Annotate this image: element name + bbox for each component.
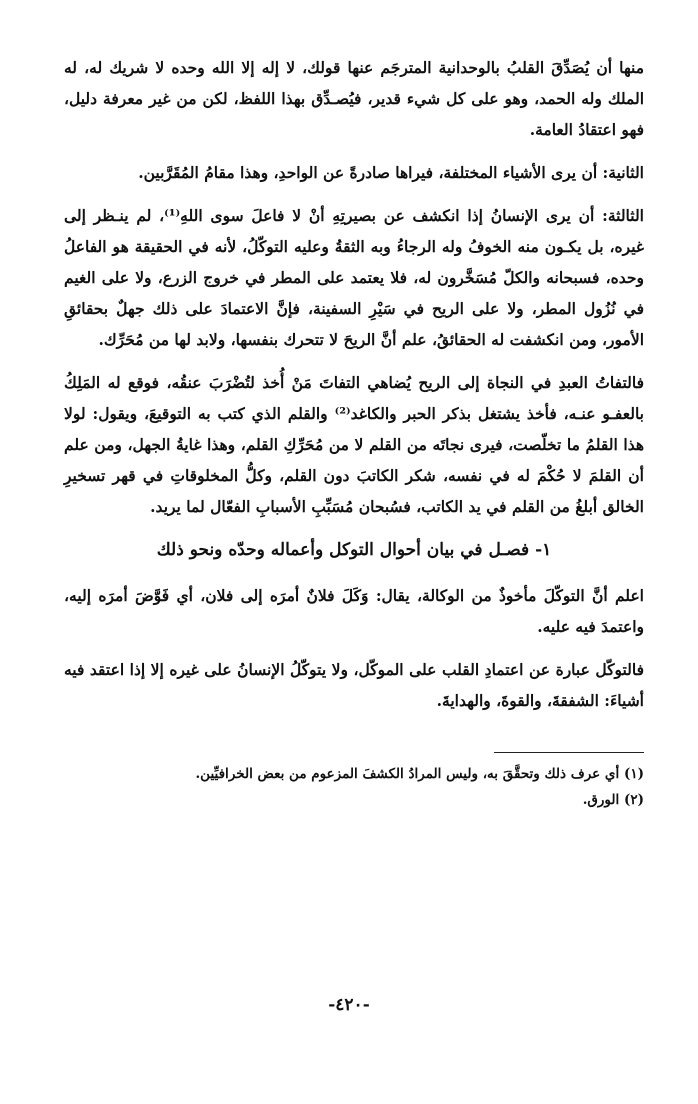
paragraph-4: فالتفاتُ العبدِ في النجاة إلى الريح يُضاهي التفاتَ مَنْ أُخذ لتُضْرَبَ عنقُه، فوقع له المَلِكُ بالعفـو عنـه، فأخذ يشتغل بذكر الحبر والكاغد⁽²⁾ والقلم الذي كتب به التوقيعَ، ويقول: لولا هذا القلمُ ما تخلّصت، فيرى نجاتَه من القلم لا من مُحَرِّكِ القلم، وهذا غايةُ الجهل، ومن علم أن القلمَ لا حُكْمَ له في نفسه، شكر الكاتبَ دون القلم، وكلُّ المخلوقاتِ في قهر تسخيرِ الخالق أبلغُ من القلم في يد الكاتب، فسُبحان مُسَبِّبِ الأسبابِ الفعّال لما يريد. bbox=[64, 373, 644, 516]
page-body bbox=[64, 52, 644, 813]
paragraph-5: اعلم أنَّ التوكّلَ مأخوذٌ من الوكالة، يقال: وَكَلَ فلانٌ أمرَه إلى فلان، أي فَوَّضَ أمرَه إليه، واعتمدَ فيه عليه. bbox=[64, 586, 644, 636]
footnote-2: (٢) الورق. bbox=[582, 792, 644, 808]
section-heading: ١- فصـل في بيان أحوال التوكل وأعماله وحدّه ونحو ذلك bbox=[156, 540, 552, 560]
paragraph-1: منها أن يُصَدِّقَ القلبُ بالوحدانية المترجَم عنها قولك، لا إله إلا الله وحده لا شريك له، له الملك وله الحمد، وهو على كل شيء قدير، فيُصـدِّق بهذا اللفظ، لكن من غير معرفة دليل، فهو اعتقادُ العامة. bbox=[64, 58, 644, 139]
footnote-1: (١) أي عرف ذلك وتحقَّقَ به، وليس المرادُ الكشفَ المزعوم من بعض الخرافيِّين. bbox=[195, 766, 644, 782]
paragraph-2: الثانية: أن يرى الأشياء المختلفة، فيراها صادرةً عن الواحدِ، وهذا مقامُ المُقَرَّبين. bbox=[138, 163, 644, 182]
footnote-divider bbox=[494, 752, 644, 753]
page-number: -٤٢٠- bbox=[328, 995, 370, 1015]
paragraph-3: الثالثة: أن يرى الإنسانُ إذا انكشف عن بصيرتِهِ أنْ لا فاعلَ سوى اللهِ⁽¹⁾، لم ينـظر إلى غيره، بل يكـون منه الخوفُ وله الرجاءُ وبه الثقةُ وعليه التوكّلُ، لأنه في الحقيقة هو الفاعلُ وحده، فسبحانه والكلّ مُسَخَّرون له، فلا يعتمد على المطر في خروج الزرع، ولا على الغيم في نُزُول المطر، ولا على الريح في سَيْرِ السفينة، فإنَّ الاعتمادَ على ذلك جهلٌ بحقائقِ الأمور، ومن انكشفت له الحقائقُ، علم أنَّ الريحَ لا تتحرك بنفسها، ولابد لها من مُحَرِّك. bbox=[64, 206, 644, 349]
paragraph-6: فالتوكّل عبارة عن اعتمادِ القلب على الموكّل، ولا يتوكّلُ الإنسانُ على غيره إلا إذا اعتقد فيه أشياءَ: الشفقةَ، والقوةَ، والهدايةَ. bbox=[64, 660, 644, 710]
